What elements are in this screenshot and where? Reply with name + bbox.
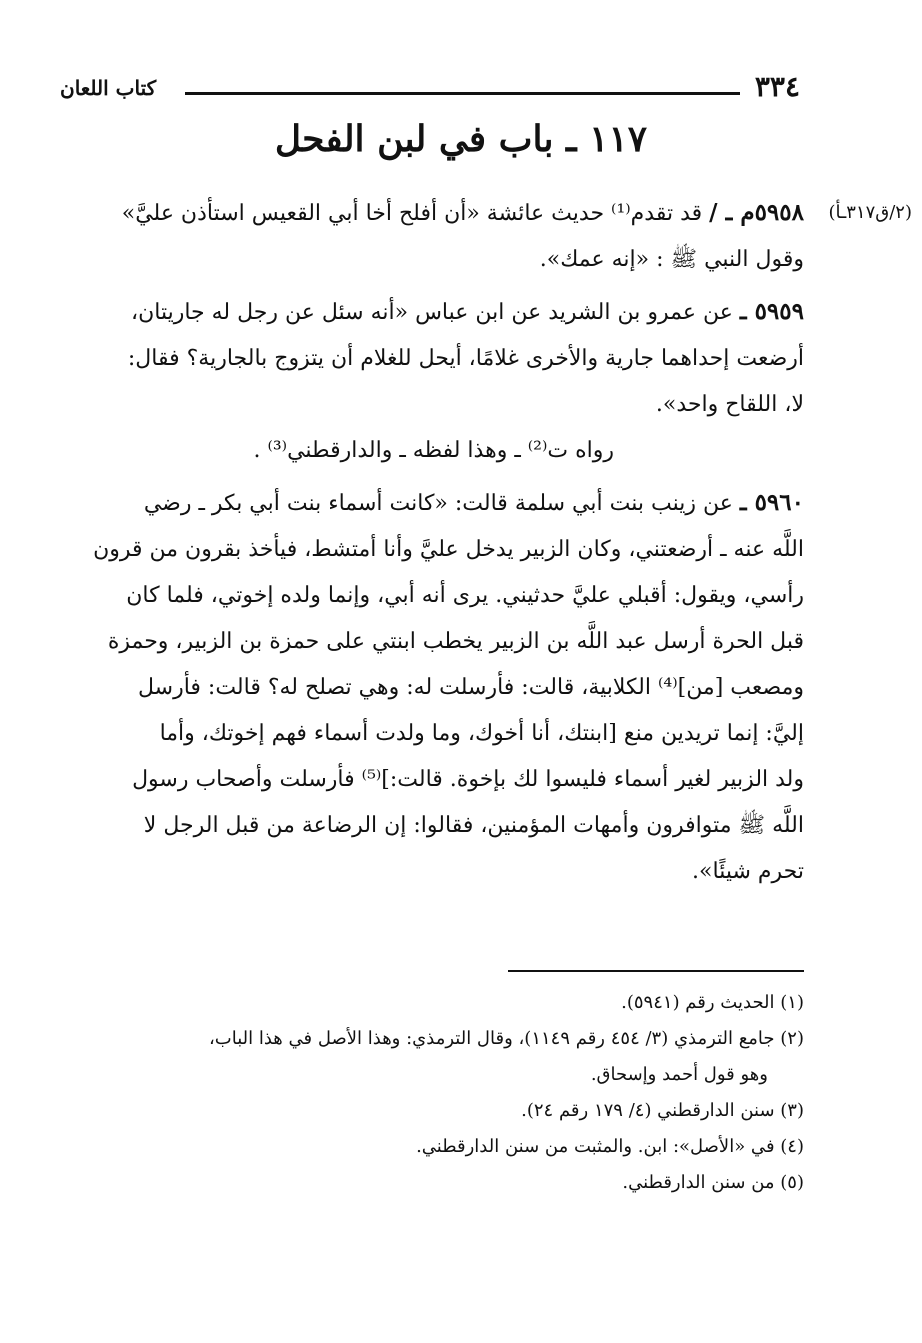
hadith-line: اللَّه عنه ـ أرضعتني، وكان الزبير يدخل عليَّ وأنا أمتشط، فيأخذ بقرون من قرون <box>93 537 804 562</box>
hadith-text: عن زينب بنت أبي سلمة قالت: «كانت أسماء بنت أبي بكر ـ رضي <box>143 491 733 516</box>
footnote-continuation: وهو قول أحمد وإسحاق. <box>590 1064 768 1085</box>
hadith-line: تحرم شيئًا». <box>692 859 804 884</box>
hadith-text: عن عمرو بن الشريد عن ابن عباس «أنه سئل عن رجل له جاريتان، <box>130 300 733 325</box>
running-title: كتاب اللعان <box>60 76 157 100</box>
hadith-line: ولد الزبير لغير أسماء فليسوا لك بإخوة. قالت:]⁽⁵⁾ فأرسلت وأصحاب رسول <box>132 767 804 792</box>
manuscript-folio-reference: (٢/ق٣١٧ـأ) <box>828 202 912 223</box>
chapter-title: ١١٧ ـ باب في لبن الفحل <box>274 118 648 160</box>
hadith-line: أرضعت إحداهما جارية والأخرى غلامًا، أيحل للغلام أن يتزوج بالجارية؟ فقال: <box>127 346 804 371</box>
footnote-item: (٣) سنن الدارقطني (٤/ ١٧٩ رقم ٢٤). <box>521 1100 804 1121</box>
page-number: ٣٣٤ <box>754 70 800 103</box>
footnote-separator <box>508 970 804 972</box>
header-rule <box>185 92 740 95</box>
hadith-line: اللَّه ﷺ متوافرون وأمهات المؤمنين، فقالوا: إن الرضاعة من قبل الرجل لا <box>143 813 804 838</box>
hadith-line <box>70 190 804 237</box>
hadith-line: رأسي، ويقول: أقبلي عليَّ حدثيني. يرى أنه أبي، وإنما ولده إخوتي، فلما كان <box>126 583 804 608</box>
hadith-line: وقول النبي ﷺ : «إنه عمك». <box>539 247 804 272</box>
hadith-5959 <box>70 289 804 474</box>
hadith-number: ٥٩٦٠ ـ <box>739 489 804 516</box>
main-text <box>70 190 804 901</box>
hadith-5960 <box>70 480 804 895</box>
footnote-item: (٢) جامع الترمذي (٣/ ٤٥٤ رقم ١١٤٩)، وقال الترمذي: وهذا الأصل في هذا الباب، <box>208 1028 804 1049</box>
hadith-line <box>70 480 804 527</box>
narration-note: رواه ت⁽²⁾ ـ وهذا لفظه ـ والدارقطني⁽³⁾ . <box>253 438 614 463</box>
hadith-line: إليَّ: إنما تريدين منع [ابنتك، أنا أخوك، وما ولدت أسماء فهم إخوتك، وأما <box>159 721 804 746</box>
hadith-number: ٥٩٥٨م ـ / <box>709 199 804 226</box>
footnote-item: (٥) من سنن الدارقطني. <box>622 1172 804 1193</box>
hadith-line: لا، اللقاح واحد». <box>655 392 804 417</box>
hadith-number: ٥٩٥٩ ـ <box>739 298 804 325</box>
hadith-5958 <box>70 190 804 283</box>
footnote-item: (١) الحديث رقم (٥٩٤١). <box>621 992 804 1013</box>
hadith-text: قد تقدم⁽¹⁾ حديث عائشة «أن أفلح أخا أبي القعيس استأذن عليَّ» <box>121 201 703 226</box>
page-header <box>60 70 800 110</box>
hadith-line: قبل الحرة أرسل عبد اللَّه بن الزبير يخطب ابنتي على حمزة بن الزبير، وحمزة <box>107 629 804 654</box>
footnotes <box>70 985 804 1201</box>
footnote-item: (٤) في «الأصل»: ابن. والمثبت من سنن الدارقطني. <box>416 1136 804 1157</box>
hadith-line: ومصعب [من]⁽⁴⁾ الكلابية، قالت: فأرسلت له: وهي تصلح له؟ قالت: فأرسل <box>137 675 804 700</box>
hadith-line <box>70 289 804 336</box>
